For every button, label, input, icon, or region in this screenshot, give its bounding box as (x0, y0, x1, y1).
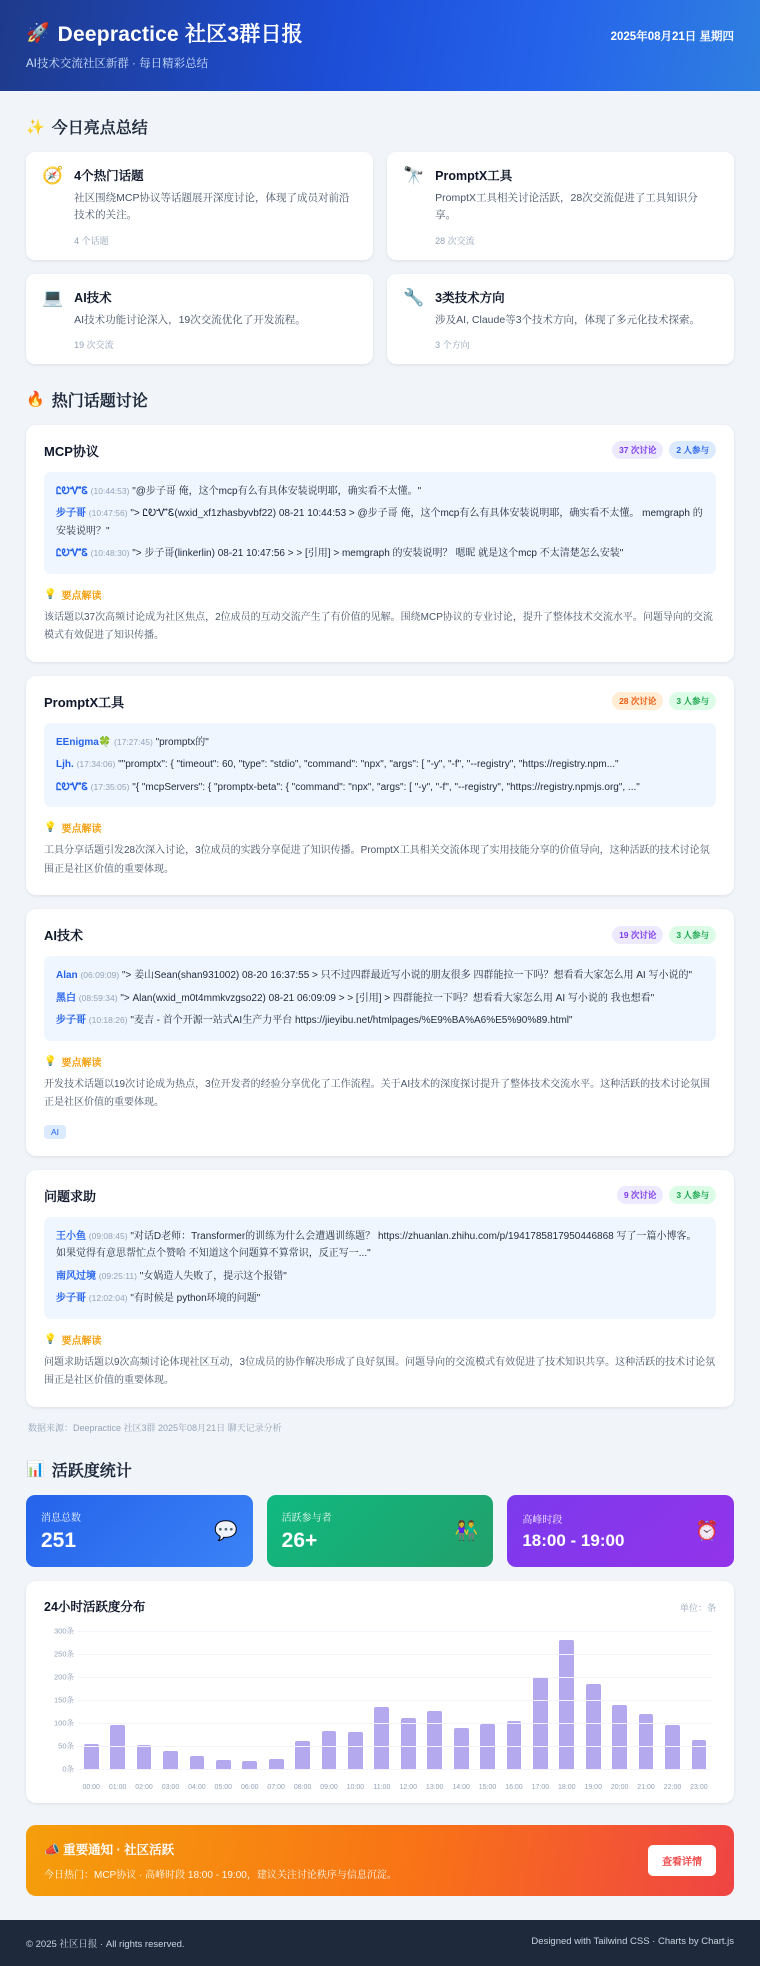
sparkles-icon: ✨ (26, 118, 45, 136)
rocket-icon: 🚀 (26, 22, 50, 44)
message-time: (08:59:34) (78, 992, 118, 1003)
message-text: "> Alan(wxid_m0t4mmkvzgso22) 08-21 06:09:09 > > [引用] > 四群能拉一下吗？想看看大家怎么用 AI 写小说的 我也想看" (120, 992, 655, 1004)
message-item (56, 1228, 704, 1263)
page-header (0, 0, 760, 91)
message-time: (10:18:26) (88, 1015, 128, 1026)
topic-head (44, 1186, 716, 1205)
message-text: "有时候是 python环境的问题" (130, 1293, 261, 1305)
fire-icon: 🔥 (26, 391, 45, 409)
stat-text (282, 1509, 332, 1553)
message-author: ᏝᎧᏉᏋ (56, 548, 88, 560)
message-text: "女娲造人失败了，提示这个报错" (139, 1270, 287, 1282)
page-footer (0, 1920, 760, 1966)
footer-credits: Designed with Tailwind CSS · Charts by Chart.js (531, 1935, 734, 1947)
notice-body: 今日热门：MCP协议 · 高峰时段 18:00 - 19:00，建议关注讨论秩序与信息沉淀。 (44, 1869, 397, 1881)
chart-bar (612, 1705, 627, 1769)
message-list (44, 472, 716, 574)
highlight-card (26, 274, 373, 364)
chart-x-tick: 13:00 (425, 1783, 444, 1791)
chart-bar (348, 1732, 363, 1769)
chart-x-tick: 14:00 (452, 1783, 470, 1791)
footer-copyright: © 2025 社区日报 · All rights reserved. (26, 1938, 185, 1950)
chart-bar (374, 1707, 389, 1769)
chart-x-tick: 00:00 (82, 1783, 100, 1791)
stat-value: 251 (41, 1528, 77, 1552)
stat-value: 26+ (281, 1528, 318, 1552)
message-item (56, 505, 704, 540)
chart-area (44, 1626, 716, 1791)
insight-label: 要点解读 (61, 590, 102, 602)
lightbulb-icon: 💡 (44, 588, 57, 600)
message-item (56, 990, 704, 1008)
chart-y-tick: 150条 (53, 1695, 74, 1705)
message-text: "麦吉 - 首个开源一站式AI生产力平台 https://jieyibu.net/htmlpages/%E9%BA%A6%E5%90%89.html" (130, 1015, 573, 1027)
chart-gridline (78, 1746, 712, 1747)
highlight-meta: 4 个话题 (74, 235, 109, 246)
message-item (56, 1290, 704, 1308)
message-text: "> ᏝᎧᏉᏋ(wxid_xf1zhasbyvbf22) 08-21 10:44:53 > @步子哥 俺，这个mcp有么有具体安装说明耶，确实看不太懂。 memgraph 的安装说明？" (56, 508, 703, 537)
chart-unit-label: 单位：条 (679, 1602, 716, 1613)
highlights-section (0, 115, 760, 364)
message-time: (17:35:05) (90, 781, 130, 792)
topics-section (0, 388, 760, 1434)
chart-x-tick: 08:00 (293, 1783, 312, 1791)
chart-bar (163, 1751, 178, 1769)
highlight-desc: AI技术功能讨论深入，19次交流优化了开发流程。 (74, 313, 306, 326)
stat-grid (26, 1495, 734, 1567)
topic-card (26, 1170, 734, 1407)
message-author: 黑白 (56, 992, 76, 1004)
chart-x-tick: 15:00 (478, 1783, 497, 1791)
stat-card-peak-hour (507, 1495, 734, 1567)
topic-card (26, 425, 734, 662)
highlight-desc: PromptX工具相关讨论活跃，28次交流促进了工具知识分享。 (435, 192, 698, 222)
highlight-meta: 28 次交流 (435, 235, 475, 246)
message-author: Alan (56, 970, 78, 982)
chart-x-tick: 18:00 (558, 1783, 576, 1791)
message-text: "> 步子哥(linkerlin) 08-21 10:47:56 > > [引用] > memgraph 的安装说明？ 嗯昵 就是这个mcp 不太清楚怎么安装" (132, 548, 624, 560)
insight-head (44, 1054, 716, 1069)
header-title-row (26, 18, 303, 48)
highlight-meta: 19 次交流 (74, 339, 114, 350)
message-time: (10:48:30) (90, 548, 130, 559)
chart-bar (216, 1760, 231, 1769)
highlight-title: AI技术 (74, 290, 112, 305)
chart-x-tick: 05:00 (214, 1783, 233, 1791)
insight-text: 工具分享话题引发28次深入讨论，3位成员的实践分享促进了知识传播。PromptX工具相关交流体现了实用技能分享的价值导向，这种活跃的技术讨论氛围正是社区价值的重要体现。 (44, 845, 710, 875)
wrench-icon: 🔧 (403, 287, 425, 307)
alarm-clock-icon: ⏰ (695, 1520, 719, 1542)
message-item (56, 967, 704, 985)
stat-label: 消息总数 (41, 1512, 81, 1524)
message-author: 步子哥 (56, 1293, 86, 1305)
insight-head (44, 1332, 716, 1347)
megaphone-icon: 📣 (44, 1842, 60, 1857)
activity-section (0, 1458, 760, 1803)
message-text: ""promptx": { "timeout": 60, "type": "stdio", "command": "npx", "args": [ "-y", "-f", "--registry", "https://registry.npm..." (118, 759, 619, 771)
chart-y-tick: 250条 (53, 1649, 74, 1659)
lightbulb-icon: 💡 (44, 1055, 57, 1067)
message-text: "> 姜山Sean(shan931002) 08-20 16:37:55 > 只不过四群最近写小说的朋友很多 四群能拉一下吗？想看看大家怎么用 AI 写小说的" (121, 970, 693, 982)
chart-gridline (78, 1769, 712, 1770)
chart-gridline (78, 1677, 712, 1678)
highlight-body (435, 288, 718, 351)
highlight-body (74, 166, 357, 247)
highlight-grid (26, 152, 734, 364)
message-item (56, 756, 704, 774)
badge-participant-count: 2 人参与 (669, 441, 716, 459)
badge-participant-count: 3 人参与 (669, 926, 716, 944)
chart-bar (242, 1761, 257, 1769)
message-list (44, 723, 716, 808)
speech-bubble-icon: 💬 (213, 1520, 238, 1542)
highlights-title (26, 115, 734, 138)
notice-title (44, 1840, 397, 1858)
topic-badges (612, 926, 716, 944)
chart-bar (586, 1684, 601, 1769)
chart-bar (110, 1725, 125, 1769)
highlight-card (26, 152, 373, 260)
message-time: (09:08:45) (88, 1230, 128, 1241)
chart-x-tick: 17:00 (531, 1783, 550, 1791)
message-author: 南风过境 (56, 1270, 96, 1282)
chart-x-tick: 01:00 (108, 1783, 127, 1791)
highlight-body (74, 288, 357, 351)
topics-title (26, 388, 734, 411)
header-left (26, 18, 303, 71)
highlight-desc: 社区围绕MCP协议等话题展开深度讨论，体现了成员对前沿技术的关注。 (74, 192, 350, 222)
chart-x-tick: 20:00 (610, 1783, 629, 1791)
message-item (56, 545, 704, 563)
chart-x-tick: 06:00 (240, 1783, 259, 1791)
badge-discussion-count: 9 次讨论 (617, 1186, 664, 1204)
tag-row (44, 1122, 716, 1140)
message-text: "{ "mcpServers": { "promptx-beta": { "command": "npx", "args": [ "-y", "-f", "--registry", "https://registry.npmjs.org", ..." (132, 781, 640, 793)
chart-x-tick: 16:00 (505, 1783, 523, 1791)
chart-bar (427, 1711, 442, 1769)
chart-x-axis (78, 1784, 712, 1791)
message-time: (10:47:56) (88, 508, 128, 519)
compass-icon: 🧭 (42, 166, 64, 185)
activity-title (26, 1458, 734, 1481)
insight-text: 该话题以37次高频讨论成为社区焦点，2位成员的互动交流产生了有价值的见解。围绕MCP协议的专业讨论，提升了整体技术交流水平。问题导向的交流模式有效促进了知识传播。 (44, 611, 713, 642)
chart-bar (454, 1728, 469, 1768)
topics-title-text: 热门话题讨论 (51, 392, 148, 410)
topic-name: 问题求助 (44, 1188, 97, 1204)
message-text: "promptx的" (155, 736, 209, 748)
message-author: Ljh. (56, 759, 74, 771)
chart-gridline (78, 1700, 712, 1701)
chart-bar (665, 1725, 680, 1769)
message-author: 王小鱼 (56, 1230, 86, 1242)
message-time: (17:34:06) (76, 759, 116, 770)
message-time: (10:44:53) (90, 485, 130, 496)
message-item (56, 1012, 704, 1030)
message-list (44, 1217, 716, 1319)
topic-name: AI技术 (44, 928, 84, 944)
insight-label: 要点解读 (61, 824, 102, 836)
message-author: 步子哥 (56, 508, 86, 520)
topic-tag: AI (44, 1125, 66, 1139)
insight-block (44, 587, 716, 646)
page-subtitle: AI技术交流社区新群 · 每日精彩总结 (26, 58, 209, 70)
page-title: Deepractice 社区3群日报 (57, 23, 303, 46)
message-item (56, 1268, 704, 1286)
chart-gridline (78, 1654, 712, 1655)
chart-bar (137, 1745, 152, 1769)
laptop-icon: 💻 (42, 287, 64, 307)
stat-value: 18:00 - 19:00 (522, 1530, 625, 1550)
insight-block (44, 820, 716, 879)
topic-head (44, 692, 716, 711)
badge-discussion-count: 28 次讨论 (612, 692, 663, 710)
highlight-title: 4个热门话题 (74, 169, 144, 183)
telescope-icon: 🔭 (403, 166, 425, 185)
chart-x-tick: 09:00 (320, 1783, 338, 1791)
lightbulb-icon: 💡 (44, 822, 57, 834)
chart-bar (507, 1721, 522, 1769)
topic-badges (612, 441, 716, 459)
stat-card-messages (26, 1495, 253, 1567)
message-time: (12:02:04) (88, 1293, 128, 1304)
chart-bar (322, 1731, 337, 1769)
people-icon: 👫 (454, 1520, 479, 1542)
insight-head (44, 820, 716, 835)
badge-discussion-count: 37 次讨论 (612, 441, 663, 459)
chart-x-tick: 11:00 (373, 1783, 391, 1791)
highlight-card (387, 152, 734, 260)
chart-x-tick: 23:00 (690, 1783, 708, 1791)
highlight-meta: 3 个方向 (435, 339, 470, 350)
chart-gridline (78, 1631, 712, 1632)
topic-name: PromptX工具 (44, 694, 125, 710)
view-details-button[interactable]: 查看详情 (648, 1845, 716, 1876)
topic-badges (617, 1186, 716, 1204)
chart-x-tick: 07:00 (267, 1783, 285, 1791)
topic-head (44, 441, 716, 460)
chart-x-tick: 10:00 (346, 1783, 365, 1791)
insight-block (44, 1332, 716, 1391)
message-item (56, 734, 704, 752)
badge-participant-count: 3 人参与 (669, 692, 716, 710)
badge-participant-count: 3 人参与 (669, 1186, 716, 1204)
data-source-note: 数据来源：Deepractice 社区3群 2025年08月21日 聊天记录分析 (28, 1422, 282, 1433)
topic-head (44, 925, 716, 944)
stat-text (41, 1509, 81, 1553)
highlight-title: 3类技术方向 (435, 290, 505, 305)
badge-discussion-count: 19 次讨论 (612, 926, 663, 944)
notice-title-text: 重要通知 · 社区活跃 (63, 1842, 175, 1857)
message-item (56, 779, 704, 797)
message-author: ᏝᎧᏉᏋ (56, 781, 88, 793)
stat-card-participants (267, 1495, 494, 1567)
chart-x-tick: 03:00 (161, 1783, 180, 1791)
message-text: "@步子哥 俺，这个mcp有么有具体安装说明耶，确实看不太懂。" (132, 485, 422, 497)
chart-x-tick: 22:00 (663, 1783, 682, 1791)
topic-name: MCP协议 (44, 443, 99, 459)
insight-head (44, 587, 716, 602)
notice-banner (26, 1825, 734, 1896)
chart-x-tick: 04:00 (188, 1783, 206, 1791)
chart-x-tick: 21:00 (637, 1783, 655, 1791)
highlights-title-text: 今日亮点总结 (51, 120, 148, 137)
insight-label: 要点解读 (61, 1335, 102, 1347)
highlight-body (435, 166, 718, 247)
chart-x-tick: 19:00 (584, 1783, 602, 1791)
highlight-desc: 涉及AI, Claude等3个技术方向，体现了多元化技术探索。 (435, 313, 701, 326)
chart-bar (692, 1740, 707, 1769)
message-author: 步子哥 (56, 1015, 86, 1027)
stat-label: 高峰时段 (522, 1514, 563, 1526)
activity-title-text: 活跃度统计 (51, 1462, 132, 1480)
chart-bar (269, 1759, 284, 1769)
message-list (44, 956, 716, 1041)
insight-text: 开发技术话题以19次讨论成为热点，3位开发者的经验分享优化了工作流程。关于AI技术的深度探讨提升了整体技术交流水平。这种活跃的技术讨论氛围正是社区价值的重要体现。 (44, 1078, 711, 1109)
message-text: "对话D老师：Transformer的训练为什么会遭遇训练题？ https://zhuanlan.zhihu.com/p/1941785817950446868 写了一篇小博客。如果觉得有意思帮忙点个赞哈 不知道这个问题算不算常识，反正写一..." (56, 1230, 697, 1260)
message-item (56, 483, 704, 501)
lightbulb-icon: 💡 (44, 1333, 57, 1345)
stat-text (522, 1511, 624, 1551)
message-author: ᏝᎧᏉᏋ (56, 485, 88, 497)
highlight-card (387, 274, 734, 364)
chart-y-tick: 100条 (53, 1718, 74, 1728)
chart-title: 24小时活跃度分布 (44, 1599, 146, 1614)
chart-bar (559, 1640, 574, 1769)
message-time: (09:25:11) (98, 1270, 137, 1281)
insight-text: 问题求助话题以9次高频讨论体现社区互动，3位成员的协作解决形成了良好氛围。问题导向的交流模式有效促进了技术知识共享。这种活跃的技术讨论氛围正是社区价值的重要体现。 (44, 1356, 716, 1387)
message-time: (06:09:09) (80, 970, 120, 981)
insight-block (44, 1054, 716, 1140)
activity-chart-card (26, 1581, 734, 1803)
chart-y-tick: 300条 (53, 1626, 74, 1636)
chart-x-tick: 12:00 (399, 1783, 418, 1791)
message-time: (17:27:45) (114, 736, 153, 747)
chart-y-tick: 50条 (58, 1741, 74, 1751)
chart-plot (78, 1631, 712, 1769)
chart-y-tick: 0条 (62, 1764, 74, 1774)
report-date: 2025年08月21日 星期四 (610, 31, 734, 43)
message-author: EEnigma🍀 (56, 736, 112, 748)
topic-badges (612, 692, 716, 710)
insight-label: 要点解读 (61, 1057, 102, 1069)
chart-x-tick: 02:00 (135, 1783, 153, 1791)
chart-head (44, 1597, 716, 1615)
chart-bar (190, 1756, 205, 1769)
highlight-title: PromptX工具 (435, 169, 513, 183)
notice-text-block (44, 1840, 397, 1881)
topic-card (26, 676, 734, 896)
chart-y-tick: 200条 (53, 1672, 74, 1682)
stat-label: 活跃参与者 (281, 1512, 332, 1524)
topic-card (26, 909, 734, 1156)
chart-bar (84, 1744, 99, 1769)
chart-gridline (78, 1723, 712, 1724)
bar-chart-icon: 📊 (26, 1461, 45, 1479)
chart-bar (401, 1718, 416, 1769)
